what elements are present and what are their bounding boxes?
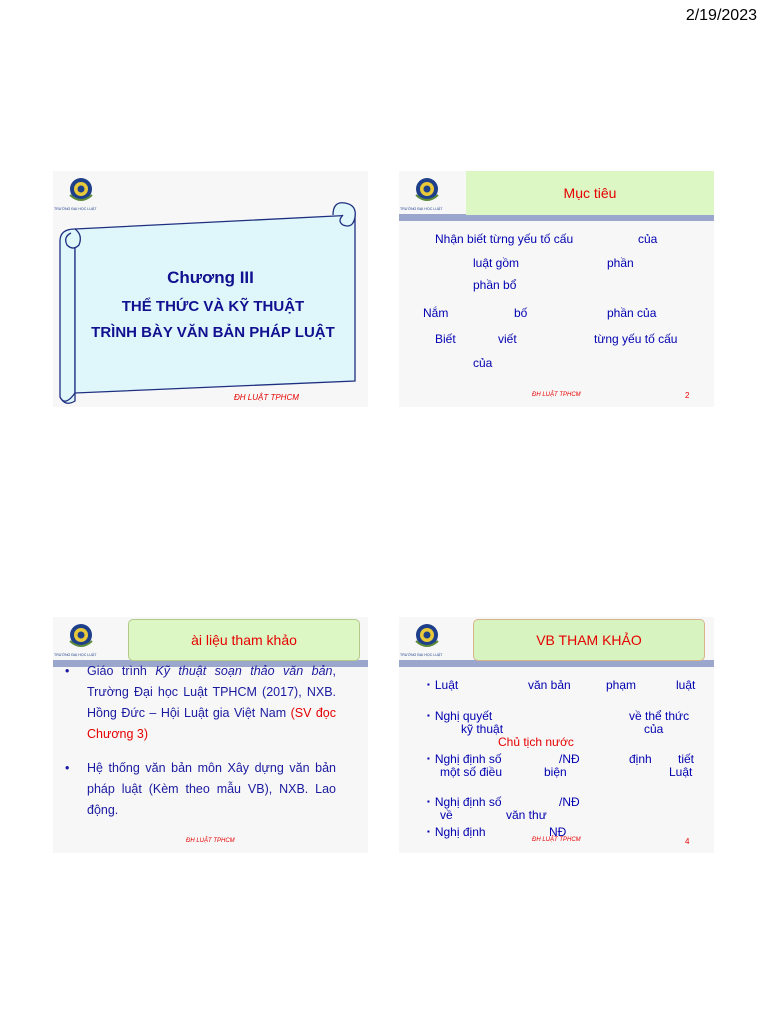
ref-3-g: Luật bbox=[669, 765, 693, 779]
ref-3-e: một số điều bbox=[440, 765, 503, 779]
logo-caption: TRƯỜNG ĐẠI HỌC LUẬT bbox=[54, 653, 97, 657]
ref-5-b: NĐ bbox=[549, 825, 567, 839]
ref-5-label: ▪ Nghị định bbox=[427, 825, 486, 839]
ref-3-f: biện bbox=[544, 765, 567, 779]
scroll-banner bbox=[53, 171, 368, 407]
ref-2-c: kỹ thuật bbox=[461, 722, 504, 736]
chapter-number: Chương III bbox=[167, 268, 254, 287]
ref-1-b: văn bản bbox=[528, 678, 571, 692]
objective-line-5c: từng yếu tố cấu bbox=[594, 332, 678, 346]
square-bullet-icon: ▪ bbox=[427, 827, 430, 836]
logo-caption: TRƯỜNG ĐẠI HỌC LUẬT bbox=[400, 207, 443, 211]
chapter-title-line-1: THỂ THỨC VÀ KỸ THUẬT bbox=[121, 298, 305, 315]
ref-4-d: văn thư bbox=[506, 808, 547, 822]
objective-line-5b: viết bbox=[498, 332, 517, 346]
ref-1-d: luật bbox=[676, 678, 696, 692]
header-bar bbox=[399, 660, 714, 667]
objective-line-5a: Biết bbox=[435, 332, 456, 346]
ref-2-d: của bbox=[644, 722, 664, 736]
ref-2-b: về thể thức bbox=[629, 709, 690, 723]
slide-page-number: 2 bbox=[685, 391, 690, 400]
reference-item-2: • Hệ thống văn bản môn Xây dựng văn bản pháp luật (Kèm theo mẫu VB), NXB. Lao động. bbox=[87, 758, 336, 821]
bullet-dot: • bbox=[65, 761, 70, 775]
objective-line-4a: Nắm bbox=[423, 306, 449, 320]
square-bullet-icon: ▪ bbox=[427, 754, 430, 763]
slide-title: Mục tiêu bbox=[466, 171, 714, 215]
slide-3 bbox=[53, 617, 368, 853]
logo-caption: TRƯỜNG ĐẠI HỌC LUẬT bbox=[54, 207, 97, 211]
ref-4-b: /NĐ bbox=[559, 795, 580, 809]
ref-1-label: ▪ Luật bbox=[427, 678, 459, 692]
slide-footer: ĐH LUẬT TPHCM bbox=[186, 838, 235, 844]
bullet-dot: • bbox=[65, 664, 70, 678]
header-bar bbox=[399, 214, 714, 221]
square-bullet-icon: ▪ bbox=[427, 680, 430, 689]
ref-1-c: phạm bbox=[606, 678, 637, 692]
ref-4-label: ▪ Nghị định số bbox=[427, 795, 502, 809]
objective-line-6a: của bbox=[473, 356, 493, 370]
square-bullet-icon: ▪ bbox=[427, 711, 430, 720]
objective-line-4c: phần của bbox=[607, 306, 657, 320]
chapter-title-line-2: TRÌNH BÀY VĂN BẢN PHÁP LUẬT bbox=[91, 324, 335, 341]
slide-footer: ĐH LUẬT TPHCM bbox=[532, 837, 581, 843]
objective-line-4b: bố bbox=[514, 306, 528, 320]
ref-2-label: ▪ Nghị quyết bbox=[427, 709, 493, 723]
reference-item-1: • Giáo trình Kỹ thuật soạn thảo văn bản, Trường Đại học Luật TPHCM (2017), NXB. Hồng Đức – Hội Luật gia Việt Nam (SV đọc Chương 3) bbox=[87, 661, 336, 745]
square-bullet-icon: ▪ bbox=[427, 797, 430, 806]
objective-line-2a: luật gồm bbox=[473, 256, 520, 270]
slide-1 bbox=[53, 171, 368, 407]
objective-line-2b: phần bbox=[607, 256, 634, 270]
ref-2-e: Chủ tịch nước bbox=[498, 735, 574, 749]
print-date: 2/19/2023 bbox=[685, 7, 757, 24]
slide-footer: ĐH LUẬT TPHCM bbox=[532, 392, 581, 398]
ref-3-d: tiết bbox=[678, 752, 695, 766]
ref-3-label: ▪ Nghị định số bbox=[427, 752, 502, 766]
objective-line-1a: Nhận biết từng yếu tố cấu bbox=[435, 232, 574, 246]
slide-page-number: 4 bbox=[685, 837, 690, 846]
ref-3-c: định bbox=[629, 752, 652, 766]
slide-2 bbox=[399, 171, 714, 407]
ref-4-c: về bbox=[440, 808, 453, 822]
slide-title: VB THAM KHẢO bbox=[473, 619, 705, 661]
slide-title: ài liệu tham khảo bbox=[128, 619, 360, 661]
objective-line-3a: phần bổ bbox=[473, 278, 517, 292]
slide-4 bbox=[399, 617, 714, 853]
ref-3-b: /NĐ bbox=[559, 752, 580, 766]
objective-line-1b: của bbox=[638, 232, 658, 246]
logo-caption: TRƯỜNG ĐẠI HỌC LUẬT bbox=[400, 653, 443, 657]
slide-footer: ĐH LUẬT TPHCM bbox=[234, 393, 299, 402]
